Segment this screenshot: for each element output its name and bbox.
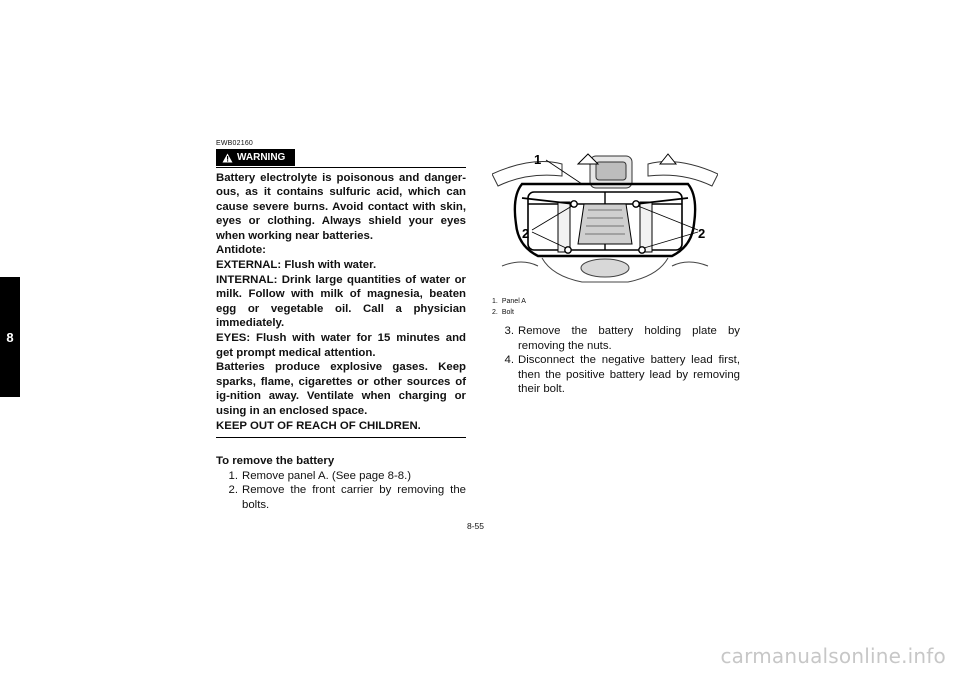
left-column [216,140,466,513]
list-item: 4. Disconnect the negative battery lead first, then the positive battery lead by removing their bolt. [504,354,740,396]
warning-paragraph: EYES: Flush with water for 15 minutes and get prompt medical attention. [216,332,466,359]
list-item: 2. Remove the front carrier by removing the bolts. [228,484,466,511]
section-title: To remove the battery [216,455,335,468]
warning-label: WARNING [237,152,286,163]
list-item: 3. Remove the battery holding plate by removing the nuts. [504,325,740,352]
chapter-tab: 8 [0,277,20,397]
warning-paragraph: INTERNAL: Drink large quantities of water or milk. Follow with milk of magnesia, beaten egg or vegetable oil. Call a physician immediately. [216,273,466,330]
carrier-figure [492,146,718,294]
steps-list-right [492,324,740,397]
warning-paragraph: KEEP OUT OF REACH OF CHILDREN. [216,419,421,432]
warning-code: EWB02160 [216,140,254,147]
warning-top-rule [216,167,466,168]
list-item: 1. Remove panel A. (See page 8-8.) [228,469,412,482]
watermark: carmanualsonline.info [720,644,946,668]
callout-1: 1 [534,152,542,167]
page-number: 8-55 [467,521,485,531]
warning-paragraph: Batteries produce explosive gases. Keep sparks, flame, cigarettes or other sources of ig-nition away. Ventilate when charging or using in an enclosed space. [216,361,466,417]
front-carrier-illustration [492,146,718,294]
warning-triangle-icon [222,153,233,163]
warning-paragraph: Antidote: [216,244,266,257]
figure-captions [492,296,740,318]
caption-item: 2. Bolt [492,309,514,316]
warning-paragraph: EXTERNAL: Flush with water. [216,259,377,272]
warning-body [216,171,466,434]
callout-2-left: 2 [522,226,530,241]
warning-paragraph: Battery electrolyte is poisonous and danger-ous, as it contains sulfuric acid, which can cause severe burns. Avoid contact with skin, eyes or clothing. Always shield your eyes when working near batteries. [216,171,466,242]
callout-2-right: 2 [698,226,706,241]
steps-list-left [216,469,466,513]
right-column [492,146,740,397]
warning-badge [216,149,295,166]
caption-item: 1. Panel A [492,298,526,305]
warning-bottom-rule [216,437,466,438]
